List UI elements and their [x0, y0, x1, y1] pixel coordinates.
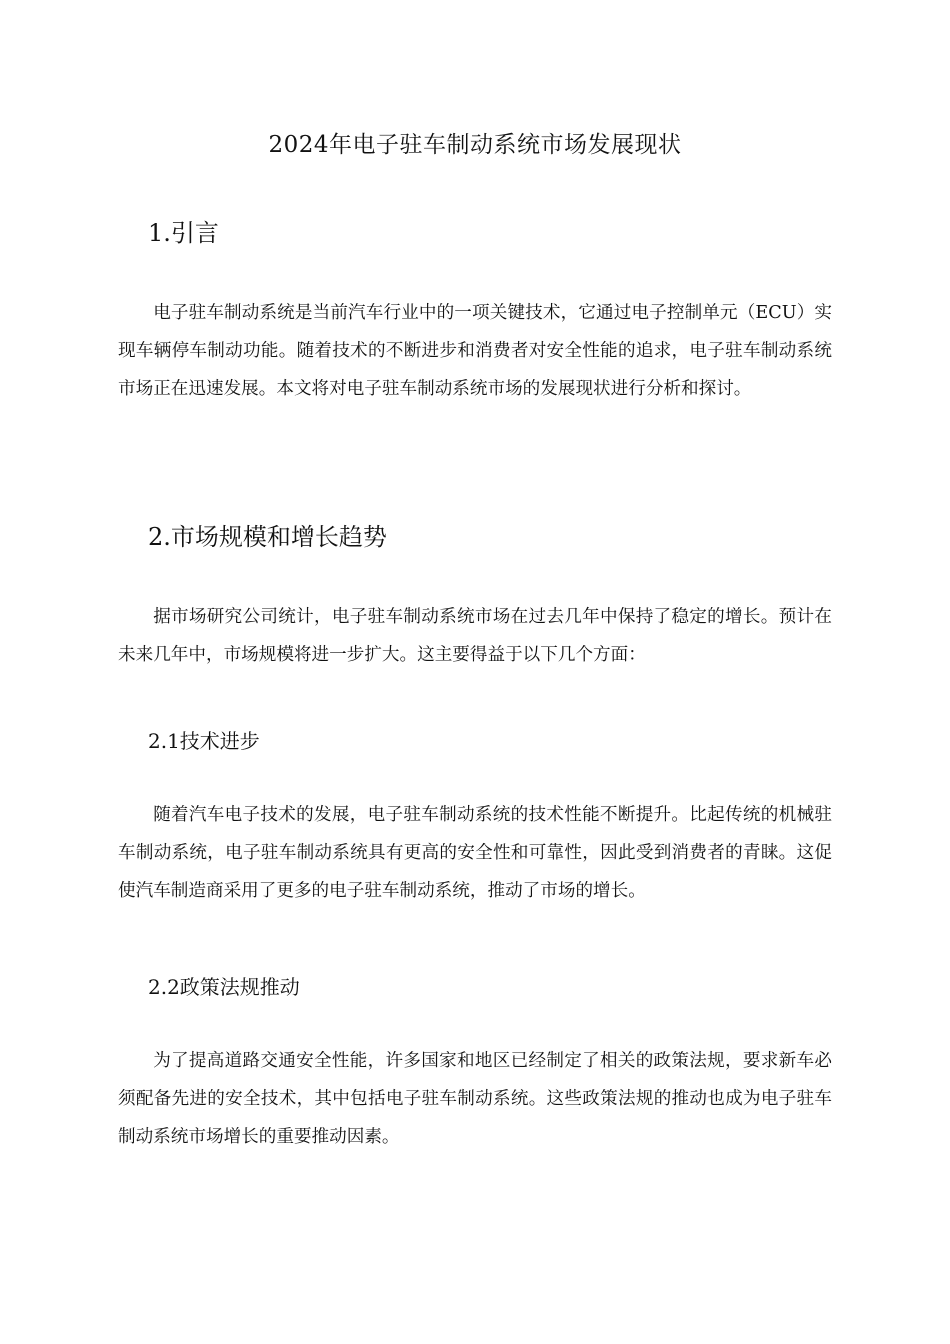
paragraph-technology: 随着汽车电子技术的发展，电子驻车制动系统的技术性能不断提升。比起传统的机械驻车制动系统，电子驻车制动系统具有更高的安全性和可靠性，因此受到消费者的青睐。这促使汽车制造商采用了更多的电子驻车制动系统，推动了市场的增长。	[118, 805, 832, 901]
document-title: 2024年电子驻车制动系统市场发展现状	[268, 132, 682, 158]
subsection-heading-technology: 2.1技术进步	[148, 729, 260, 753]
section-heading-introduction: 1.引言	[148, 219, 219, 247]
paragraph-introduction: 电子驻车制动系统是当前汽车行业中的一项关键技术，它通过电子控制单元（ECU）实现车辆停车制动功能。随着技术的不断进步和消费者对安全性能的追求，电子驻车制动系统市场正在迅速发展。本文将对电子驻车制动系统市场的发展现状进行分析和探讨。	[118, 303, 832, 399]
paragraph-market-size: 据市场研究公司统计，电子驻车制动系统市场在过去几年中保持了稳定的增长。预计在未来几年中，市场规模将进一步扩大。这主要得益于以下几个方面：	[118, 607, 832, 665]
subsection-heading-policy: 2.2政策法规推动	[148, 975, 300, 999]
section-heading-market-size: 2.市场规模和增长趋势	[148, 523, 387, 551]
paragraph-policy: 为了提高道路交通安全性能，许多国家和地区已经制定了相关的政策法规，要求新车必须配备先进的安全技术，其中包括电子驻车制动系统。这些政策法规的推动也成为电子驻车制动系统市场增长的重要推动因素。	[118, 1051, 832, 1147]
